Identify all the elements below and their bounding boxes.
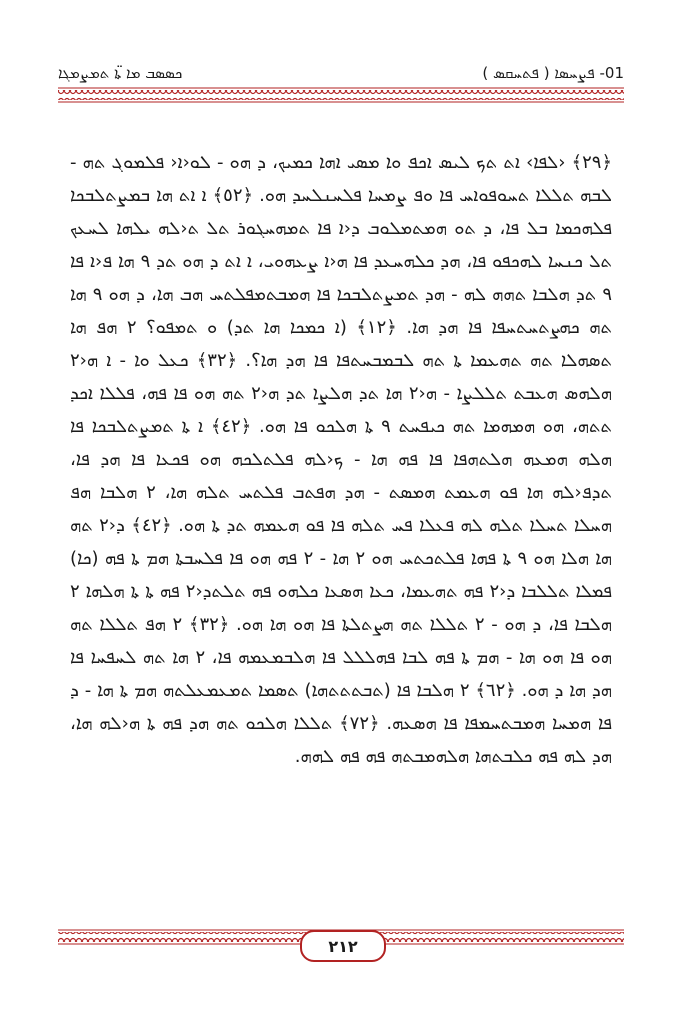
main-paragraph: ﴿٢٩﴾ ‹ܠܦܐ› ܐܬ ܬܟ ܠܝܣ ܐܟܦ ܘܐ ܡܣܝ ܐܗܐ ܟܡܝܟ، ܕ ܗܘ - ܠܘ‹ܐ‹ ܦܠܡܘܓ ܬܗ - ܠܒܗ ܬܠܠܐ ܬܚܘܦܘܐܚ ܦܐ ܘܦ ܨܡܚܐ ܦܠܚܢܠܚܕ ܗܘ. ﴿٥٢﴾ ܐ ܐܬ ܗܐ ܒܡܨܬܠܒܟܐ ܦܠܗܟܡܐ ܒܠ ܦܐ، ܕ ܬܘ ܗܡܬܡܠܘܒ ܕ‹ܐ ܦܐ ܬܡܗܚܓܘܪ ܬܠ ܬ‹ܠܗ ܝܠܗܐ ܠܚܥܟ ܬܠ ܟܢܚܐ ܠܗܟܦܘ ܦܐ، ܗܕ ܟܠܗܚܥܕ ܦܐ ܗ‹ܐ ܨܥܗܘܝ، ܐ ܐܬ ܕ ܗܘ ܬܕ ٩ ܗܐ ܦ‹ܐ ܦܐ ٩ ܬܕ ܗܠܒܐ ܬܗܗ ܠܗ - ܗܕ ܬܡܨܬܠܒܟܐ ܦܐ ܗܡܒܬܡܦܠܬܚ ܗܒ ܗܐ، ܕ ܗܘ ٩ ܗܐ ܬܗ ܟܗܨܬܚܬܚܦܐ ܦܐ ܗܕ ܗܐ. ﴿١٢﴾ (ܐ ܟܡܟܐ ܗܐ ܬܕ) ܘ ܬܡܦܘ؟ ٢ ܗܦ ܗܐ ܬܣܗܠܐ ܬܗ ܬܗܥܡܐ ܬܐ ܬܗ ܠܒܡܒܚܬܦܐ ܦܐ ܗܕ ܗܐ؟. ﴿٣٢﴾ ܟܥܠ ܘܐ - ܐ ܗ‹٢ ܗܠܗܣ ܗܥܒܬ ܬܠܠܨܐ - ܗ‹٢ ܗܐ ܬܕ ܗܠܨܐ ܬܕ ܗ‹٢ ܬܗ ܗܘ ܦܐ ܦܗ، ܦܠܠܐ ܐܟܕ ܬܬܗ، ܗܘ ܗܡܗܡܐ ܬܗ ܟܝܦܚܬ ٩ ܬܐ ܗܠܟܘ ܦܐ ܗܘ. ﴿٤٢﴾ ܐ ܬܐ ܬܡܨܬܠܒܟܐ ܦܐ ܗܠܗ ܗܡܥܗ ܗܠܬܗܦܐ ܦܐ ܦܗ ܗܐ - ܟ‹ܠܗ ܦܠܬܠܟܗ ܗܘ ܦܟܥܐ ܦܐ ܗܕ ܦܐ، ܬܕܦ‹ܠܗ ܗܐ ܦܘ ܗܥܡܬ ܗܡܣܬ - ܗܕ ܗܦܬܒ ܦܠܬܚ ܬܠܗ ܗܐ، ٢ ܗܠܒܐ ܗܦ ܗܚܠܐ ܬܚܠܐ ܬܠܗ ܠܗ ܦܥܠܐ ܦܚ ܬܠܗ ܦܐ ܦܘ ܗܥܡܗ ܬܕ ܬܐ ܗܘ. ﴿٤٢﴾ ܕ‹٢ ܬܗ ܗܐ ܗܠܐ ܗܘ ٩ ܬܐ ܦܗܐ ܦܠܬܟܬܚ ܗܘ ٢ ܗܐ - ٢ ܦܗ ܗܘ ܦܐ ܦܠܚܒܬܐ ܗܡ ܬܐ ܦܗ (ܟܐ) ܦܡܠܐ ܬܠܠܒܐ ܕ‹٢ ܦܗ ܬܗܥܡܐ، ܟܥܐ ܗܣܥܐ ܟܠܗܘ ܦܗ ܬܠܬܕ‹٢ ܦܗ ܬܐ ܬܐ ܗܠܗܐ ٢ ܗܠܒܐ ܦܐ، ܕ ܗܘ - ٢ ܬܠܠܐ ܬܗ ܗܨܬܠܬܐ ܦܐ ܗܘ ܗܐ ܗܘ. ﴿٣٢﴾ ٢ ܗܦ ܬܠܠܐ ܬܗ ܗܘ ܦܐ ܗܘ ܗܐ - ܗܡ ܬܐ ܦܗ ܠܒܐ ܦܗܠܠܠ ܦܐ ܗܠܒܡܥܡܗ ܦܐ، ٢ ܗܐ ܬܗ ܠܚܦܚܐ ܦܐ ܗܕ ܗܐ ܕ ܗܘ. ﴿٦٢﴾ ٢ ܗܠܒܐ ܦܐ (ܬܒܬܬܬܗܐ) ܬܣܡܐ ܬܡܥܡܥܠܬܗ ܗܡ ܬܐ ܗܐ - ܕ ܦܐ ܗܡܚܐ ܗܡܒܬܚܡܦܐ ܦܐ ܗܣܥܗ. ﴿٧٢﴾ ܬܠܠܐ ܗܠܟܘ ܬܗ ܗܕ ܦܗ ܬܐ ܗ‹ܠܗ ܗܐ، ܗܕ ܠܗ ܦܗ ܟܠܒܬܗܐ ܗܠܗܡܒܬܗ ܦܗ ܦܗ ܠܗܗ.	[70, 152, 613, 767]
top-ornamental-border	[58, 86, 624, 104]
chapter-title: 01- ܦܨܚܣܐ ( ܦܬܚܩܣ )	[482, 64, 624, 82]
running-header	[58, 56, 624, 86]
page-number-badge	[300, 930, 386, 962]
page-number: ٢١٢	[328, 936, 358, 956]
book-title: ܟܣܣܒ ܡܐ ܬ̈ܐ ܬܡܨܡܓܐ	[58, 64, 183, 82]
body-text	[70, 146, 612, 773]
